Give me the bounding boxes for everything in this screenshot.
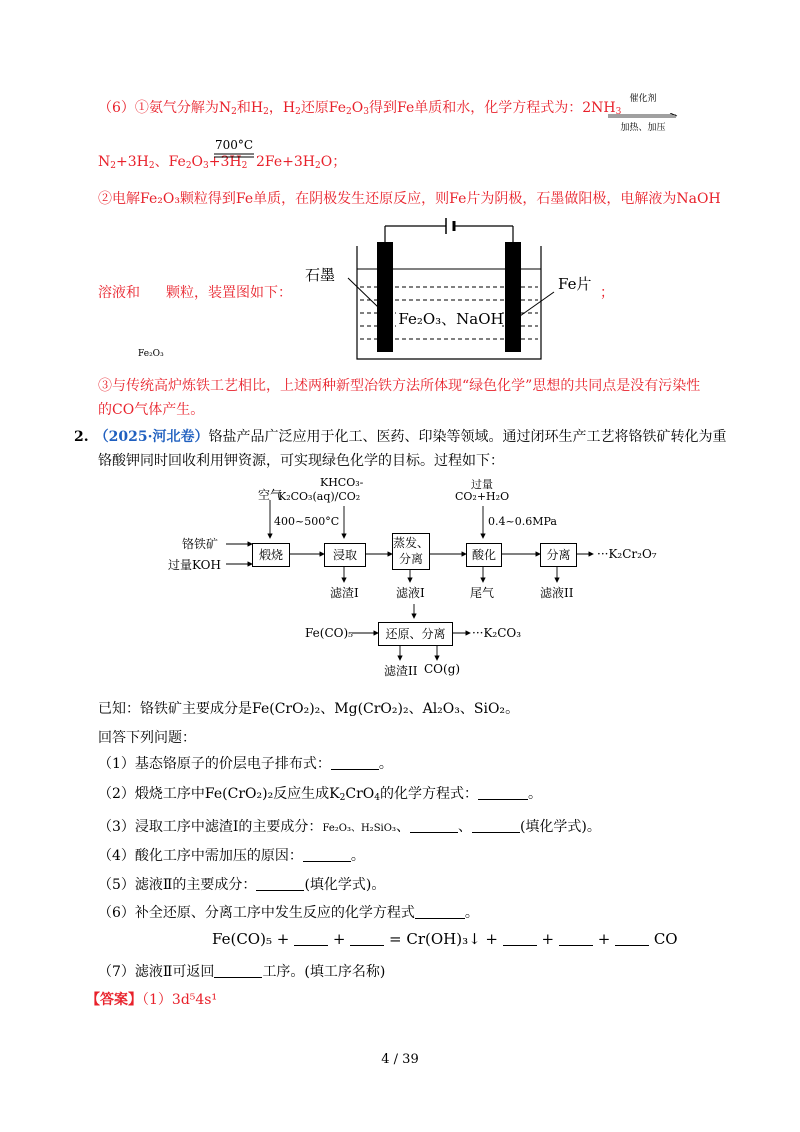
answer-blank[interactable] [331,755,379,770]
subquestion-4: （4）酸化工序中需加压的原因： 。 [98,848,365,864]
answer-line: 【答案】（1）3d⁵4s¹ [86,992,218,1008]
question-source: （2025·河北卷） [94,429,209,445]
q6-line3: ②电解Fe₂O₃颗粒得到Fe单质，在阴极发生还原反应，则Fe片为阴极，石墨做阳极，电解液为NaOH [98,191,721,207]
q6-line6: 的CO气体产生。 [98,402,205,418]
fe-sheet-label: Fe片 [558,275,592,293]
product-k2cr2o7: ···K₂Cr₂O₇ [597,547,657,561]
answer-label: 【答案】 [86,992,142,1008]
leach-reagent-2: K₂CO₃(aq)/CO₂ [278,490,361,503]
calcination-temp: 400~500°C [274,515,340,528]
co-gas: CO(g) [424,662,461,676]
q6-line4: 溶液和 颗粒，装置图如下： [98,285,292,301]
step-separation: 分离 [540,543,577,567]
step-leaching: 浸取 [324,543,366,567]
subquestion-5: （5）滤液Ⅱ的主要成分： (填化学式)。 [98,877,386,893]
answer-blank[interactable] [472,818,520,833]
step-calcination: 煅烧 [252,543,290,567]
equation-to-complete: Fe(CO)₅ + + = Cr(OH)₃↓ + + + CO [212,930,678,948]
question-2-header: 2. （2025·河北卷）铬盐产品广泛应用于化工、医药、印染等领域。通过闭环生产工艺将铬铁矿转化为重 [74,429,727,445]
acid-reagent: CO₂+H₂O [455,490,510,503]
residue-1: 滤渣I [330,586,359,600]
graphite-electrode [377,242,393,352]
fe-electrode [505,242,521,352]
electrolysis-cell [300,216,600,366]
answer-blank[interactable] [478,785,528,800]
subquestion-7: （7）滤液Ⅱ可返回 工序。(填工序名称) [98,964,386,980]
equation-blank[interactable] [350,931,384,946]
answer-blank[interactable] [303,847,351,862]
electrolyte-label: Fe₂O₃、NaOH [398,310,504,328]
q6-line4-end: ； [600,285,614,301]
arrow-icon [608,113,678,119]
q6-line5: ③与传统高炉炼铁工艺相比，上述两种新型冶铁方法所体现“绿色化学”思想的共同点是没有污染性 [98,378,701,394]
equals-icon [214,153,254,158]
equation-blank[interactable] [294,931,328,946]
filtrate-1: 滤液I [396,586,425,600]
product-k2co3: ···K₂CO₃ [472,626,522,640]
answer-blank[interactable] [415,904,465,919]
page-number: 4 / 39 [381,1052,419,1067]
step-reduction-separation: 还原、分离 [378,622,453,646]
subquestion-3: （3）浸取工序中滤渣Ⅰ的主要成分：Fe₂O₃、H₂SiO₃、 、 (填化学式)。 [98,819,601,835]
input-koh: 过量KOH [168,558,221,572]
answer-prompt: 回答下列问题： [98,730,196,746]
question-2-intro: 铬酸钾同时回收利用钾资源，可实现绿色化学的目标。过程如下： [98,453,504,469]
subquestion-1: （1）基态铬原子的价层电子排布式： 。 [98,756,393,772]
reaction-condition: 700°C [214,138,254,152]
q6-line2: $N_2+3H_2$、$Fe_2O_3+3H_2$ [98,154,248,171]
tail-gas: 尾气 [470,586,495,600]
equation-blank[interactable] [615,931,649,946]
known-info: 已知：铬铁矿主要成分是Fe(CrO₂)₂、Mg(CrO₂)₂、Al₂O₃、SiO₂。 [98,701,520,717]
filtrate-2: 滤液II [540,586,574,600]
input-feco5: Fe(CO)₅ [305,626,353,640]
subquestion-6: （6）补全还原、分离工序中发生反应的化学方程式 。 [98,905,479,921]
q6-line2-product: $2Fe+3H_2O$； [256,154,347,171]
step-evaporation: 蒸发、 分离 [392,533,430,570]
equation-blank[interactable] [503,931,537,946]
reaction-arrow-catalyst: 催化剂 加热、加压 [608,94,678,133]
acid-pressure: 0.4~0.6MPa [488,515,557,528]
equation-blank[interactable] [559,931,593,946]
answer-blank[interactable] [214,963,262,978]
input-chromite: 铬铁矿 [182,537,219,551]
q6-line1: （6）①氨气分解为$N_2$和$H_2$，$H_2$还原$Fe_2O_3$得到Fe单质和水，化学方程式为：$2NH_3$ [98,100,622,117]
answer-blank[interactable] [256,876,304,891]
answer-blank[interactable] [410,818,458,833]
leach-reagent-1: KHCO₃- [320,476,364,489]
input-air: 空气 [258,488,283,502]
graphite-label: 石墨 [305,266,336,284]
step-acidification: 酸化 [466,543,502,567]
subquestion-2: （2）煅烧工序中Fe(CrO₂)₂反应生成$K_2CrO_4$的化学方程式： 。 [98,786,543,803]
fe2o3-small-label: Fe₂O₃ [138,349,164,359]
process-flow-arrows [0,470,800,690]
residue-2: 滤渣II [384,664,418,678]
acid-excess: 过量 [471,478,493,491]
